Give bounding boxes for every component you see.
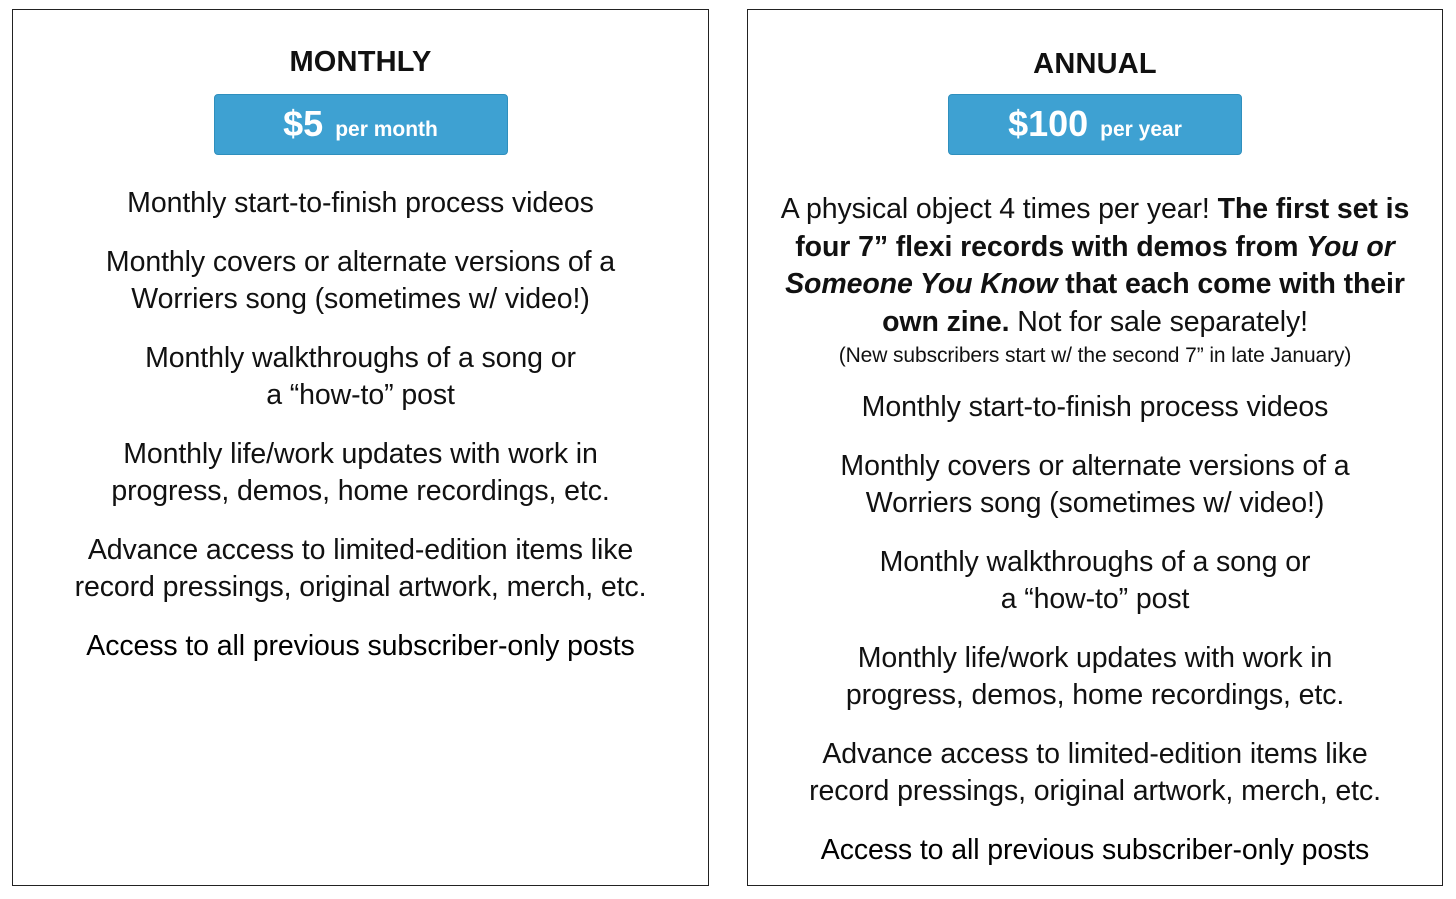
annual-feature-physical-object [748,191,1442,369]
annual-feature-walkthroughs [748,544,1442,619]
feature-line: Monthly start-to-finish process videos [861,391,1329,423]
feature-line: Monthly covers or alternate versions of a [840,449,1350,482]
annual-feature-covers [748,448,1442,523]
feature-line: Monthly walkthroughs of a song or [145,341,576,374]
monthly-price-period: per month [335,118,438,141]
annual-feature-process-videos [748,389,1442,427]
annual-price-amount: $100 [1008,103,1089,144]
physical-album-title: You or Someone You Know [785,230,1395,300]
annual-feature-archive-access [748,832,1442,870]
feature-line: Worriers song (sometimes w/ video!) [865,487,1325,519]
physical-intro: A physical object 4 times per year! [780,193,1218,225]
feature-line: Monthly start-to-finish process videos [127,187,594,219]
physical-object-paragraph [748,191,1442,341]
feature-line: a “how-to” post [266,379,455,411]
feature-line: progress, demos, home recordings, etc. [111,475,610,507]
feature-line: Access to all previous subscriber-only posts [86,629,635,662]
feature-line: record pressings, original artwork, merch, etc. [809,775,1381,807]
physical-outro: Not for sale separately! [1009,305,1308,338]
annual-feature-advance-access [748,736,1442,811]
feature-line: Monthly life/work updates with work in [123,437,598,470]
feature-line: Access to all previous subscriber-only posts [820,833,1370,866]
feature-line: Advance access to limited-edition items like [822,737,1368,770]
annual-plan-title: ANNUAL [1033,48,1157,80]
physical-bold-first: The first set is four 7” flexi records with demos from [795,193,1410,263]
monthly-feature-walkthroughs [13,340,708,415]
monthly-feature-covers [13,244,708,319]
monthly-plan-card [12,9,709,886]
annual-subscribe-button[interactable] [948,94,1242,155]
feature-line: Monthly walkthroughs of a song or [879,545,1311,578]
monthly-feature-advance-access [13,532,708,607]
physical-note: (New subscribers start w/ the second 7” in late January) [838,344,1352,367]
monthly-feature-archive-access [13,628,708,666]
monthly-feature-updates [13,436,708,511]
annual-feature-updates [748,640,1442,715]
annual-price-period: per year [1100,118,1182,141]
feature-line: Monthly covers or alternate versions of a [105,245,616,278]
feature-line: progress, demos, home recordings, etc. [845,679,1345,711]
monthly-feature-process-videos [13,185,708,223]
monthly-subscribe-button[interactable] [214,94,508,155]
monthly-price-amount: $5 [283,103,324,144]
monthly-feature-list [13,185,708,686]
physical-bold-second: that each come with their own zine. [882,268,1405,338]
feature-line: a “how-to” post [1000,583,1190,615]
monthly-plan-title: MONTHLY [289,46,432,78]
annual-feature-list [748,191,1442,890]
feature-line: Monthly life/work updates with work in [857,641,1333,674]
feature-line: record pressings, original artwork, merch, etc. [74,571,647,603]
annual-plan-card [747,9,1443,886]
feature-line: Advance access to limited-edition items like [87,533,634,566]
feature-line: Worriers song (sometimes w/ video!) [131,283,590,315]
